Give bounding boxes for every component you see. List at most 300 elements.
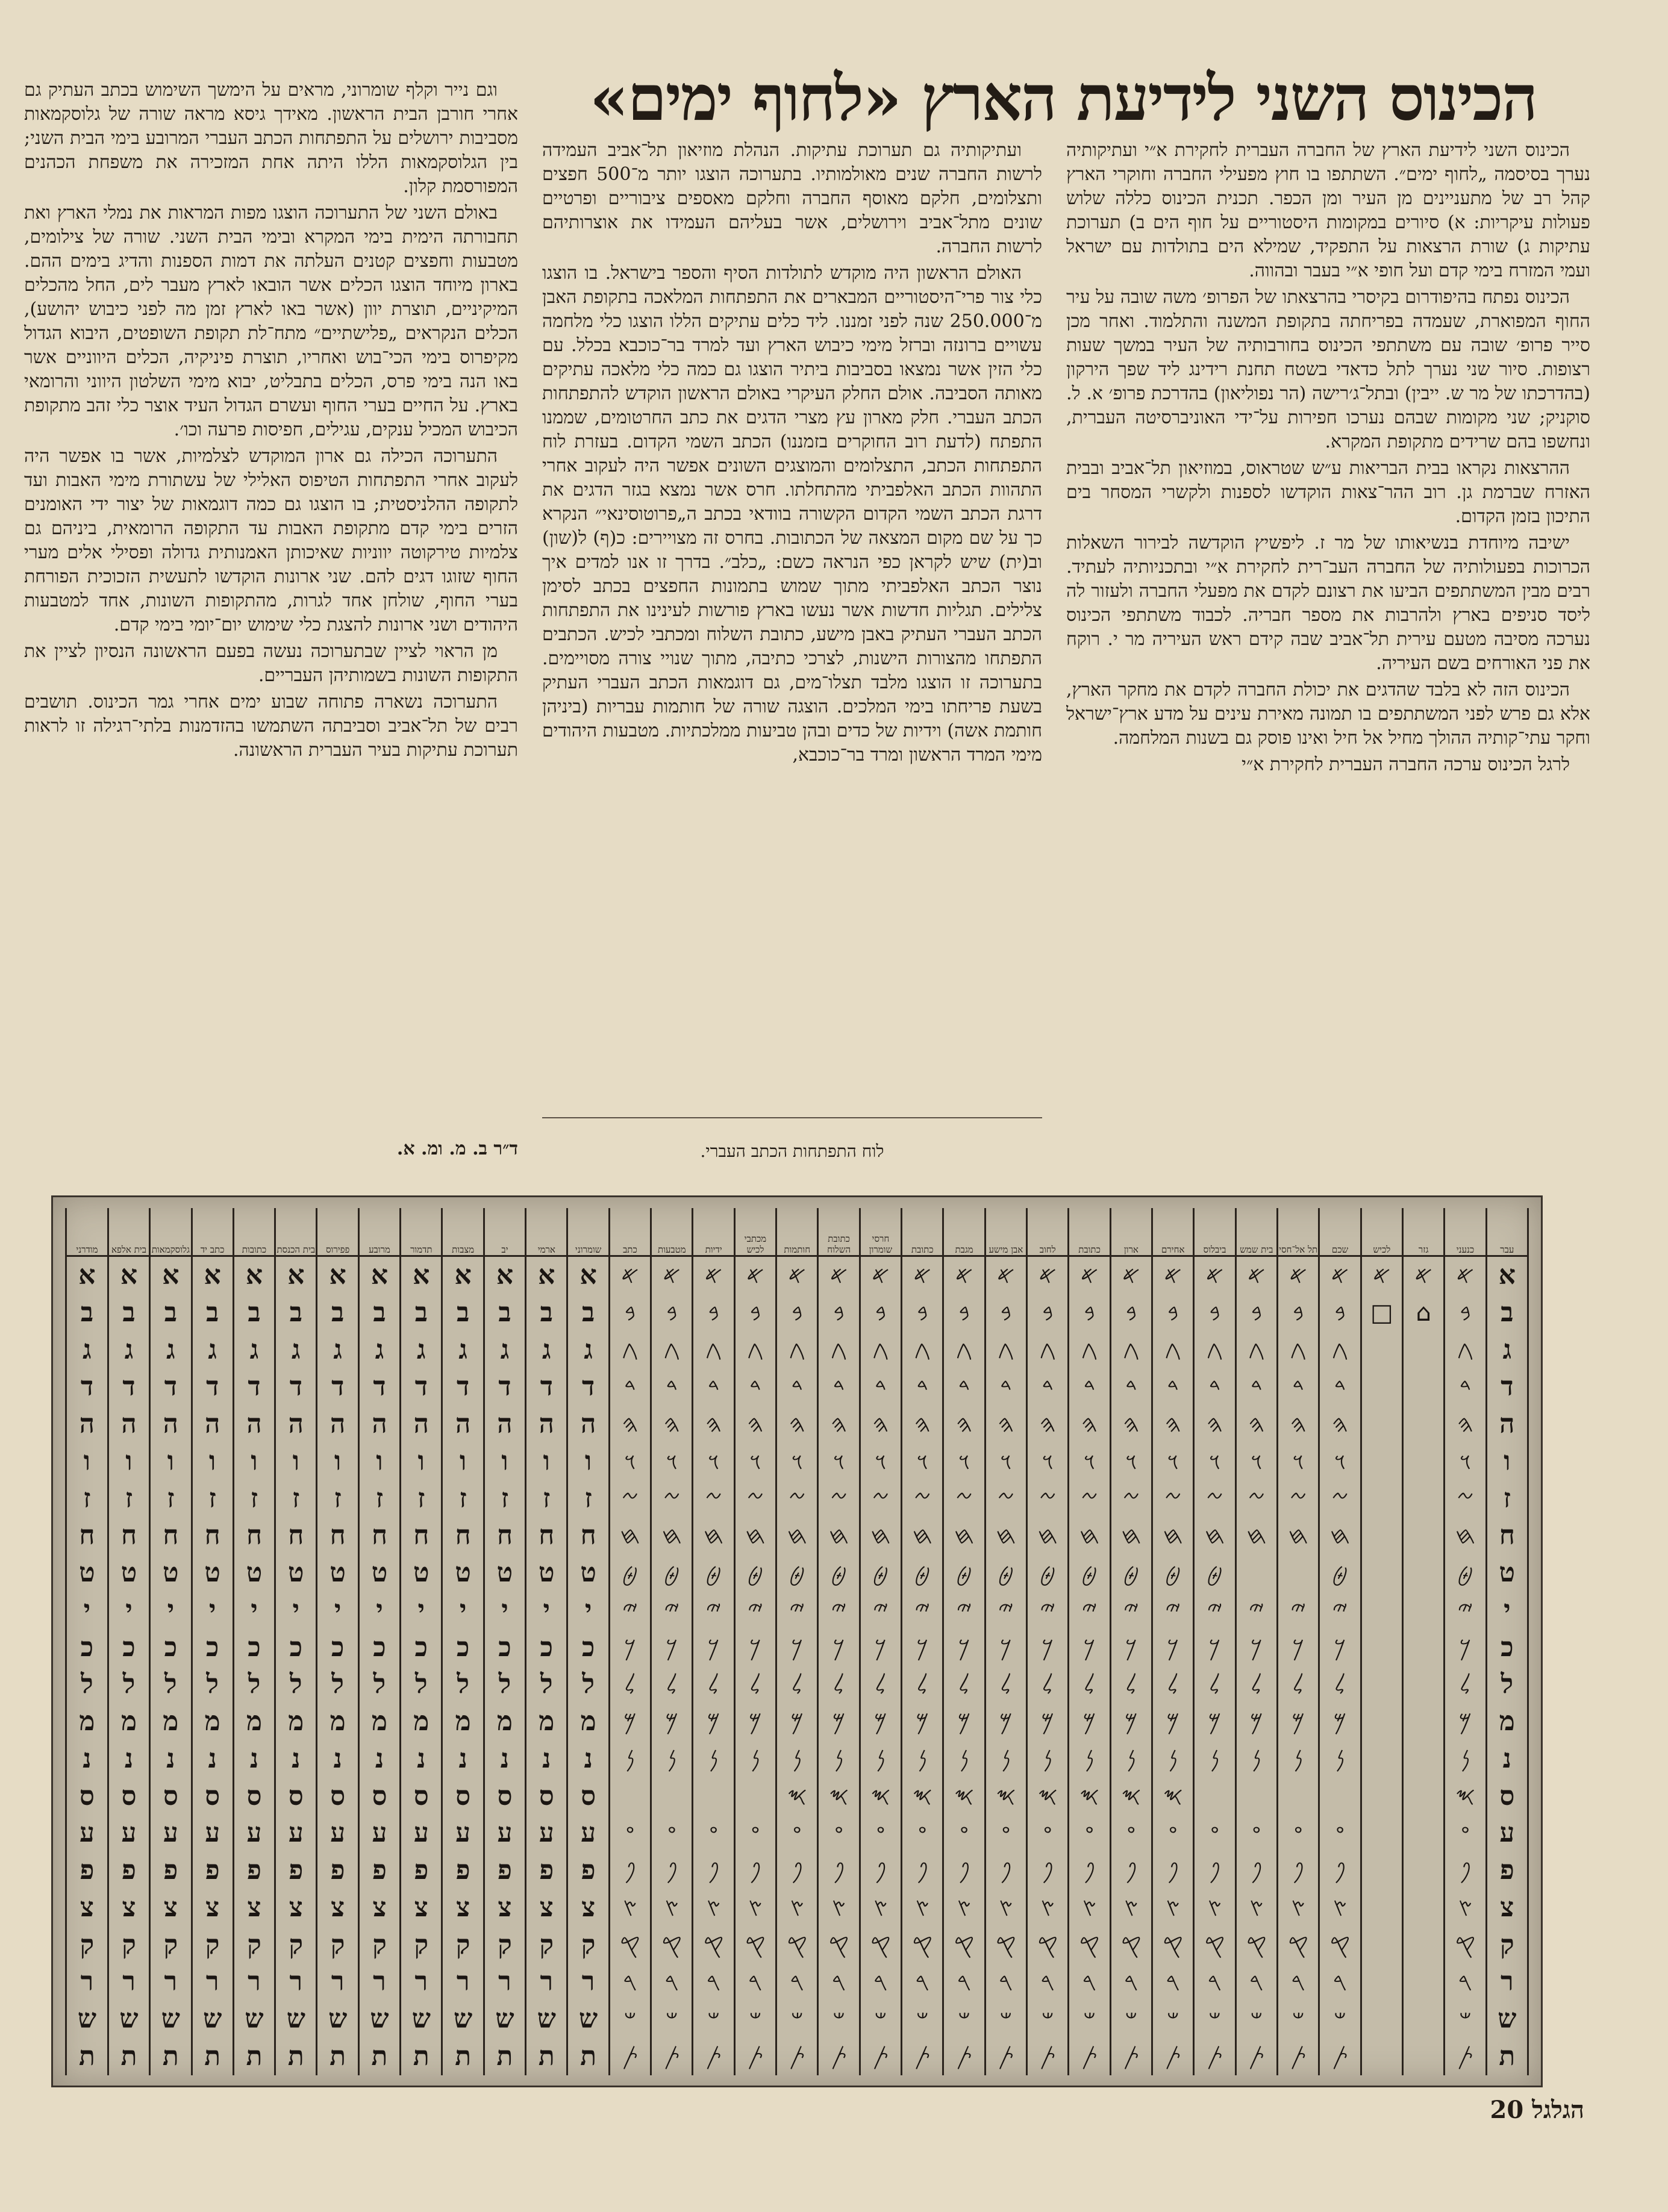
table-cell: ד: [108, 1369, 149, 1406]
table-cell: ר: [150, 1964, 192, 2001]
table-cell: 𐤔: [1069, 2001, 1110, 2038]
table-cell: 𐤄: [1110, 1406, 1152, 1443]
table-cell: ש: [108, 2001, 149, 2038]
table-cell: 𐤍: [734, 1740, 776, 1778]
table-cell: 𐤌: [1027, 1703, 1069, 1740]
table-cell: ק: [233, 1927, 275, 1964]
table-cell: [1319, 1778, 1361, 1815]
table-cell: 𐤑: [1278, 1889, 1319, 1927]
table-cell: 𐤋: [1152, 1666, 1194, 1704]
table-cell: 𐤎: [1152, 1778, 1194, 1815]
table-cell: ו: [317, 1443, 358, 1480]
table-cell: [1403, 1369, 1445, 1406]
table-cell: ד: [401, 1369, 442, 1406]
table-cell: נ: [1486, 1740, 1528, 1778]
table-cell: ר: [358, 1964, 400, 2001]
table-cell: 𐤓: [1110, 1964, 1152, 2001]
table-cell: 𐤍: [1027, 1740, 1069, 1778]
table-row: [66, 2038, 1528, 2075]
table-cell: 𐤑: [651, 1889, 693, 1927]
table-cell: 𐤇: [1194, 1518, 1235, 1555]
table-cell: ת: [66, 2038, 108, 2075]
table-cell: ע: [150, 1815, 192, 1852]
table-cell: 𐤊: [1445, 1629, 1486, 1666]
table-cell: ת: [442, 2038, 484, 2075]
table-cell: 𐤒: [1110, 1927, 1152, 1964]
table-cell: 𐤓: [1027, 1964, 1069, 2001]
table-cell: י: [275, 1592, 317, 1629]
table-cell: [1361, 1815, 1402, 1852]
table-cell: ט: [358, 1554, 400, 1592]
table-cell: 𐤕: [985, 2038, 1026, 2075]
table-cell: ק: [442, 1927, 484, 1964]
table-cell: ג: [233, 1332, 275, 1369]
table-cell: 𐤑: [1235, 1889, 1277, 1927]
table-cell: 𐤕: [1445, 2038, 1486, 2075]
table-cell: [1361, 1332, 1402, 1369]
table-cell: [1361, 1443, 1402, 1480]
table-cell: [1403, 1815, 1445, 1852]
table-cell: ה: [275, 1406, 317, 1443]
table-cell: 𐤌: [1445, 1703, 1486, 1740]
table-row: [66, 1815, 1528, 1852]
table-cell: ת: [275, 2038, 317, 2075]
table-cell: 𐤍: [818, 1740, 860, 1778]
table-cell: ל: [275, 1666, 317, 1704]
table-cell: 𐤃: [1319, 1369, 1361, 1406]
table-cell: 𐤔: [1152, 2001, 1194, 2038]
table-cell: 𐤄: [693, 1406, 734, 1443]
table-cell: [1361, 1480, 1402, 1518]
paragraph: הכינוס נפתח בהיפודרום בקיסרי בהרצאתו של הפרופ׳ משה שובה על עיר החוף המפוארת, שעמדה בפריחתה בתקופת המשנה והתלמוד. ואחר מכן סייר פרופ׳ שובה עם משתתפי הכינוס בחורבותיה של העיר במשך שעות רצופות. סיור שני נערך לתל כדאדי בשטח תחנת רידינג ליד שפך הירקון (בהדרכתו של מר ש. ייבין) ובתל־ג׳רישה (הר נפוליאון) בהדרכת פרופ׳ א. ל. סוקניק; שני מקומות שבהם נערכו חפירות על־ידי האוניברסיטה העברית, ונחשפו בהם שרידים מתקופת המקרא.: [1066, 287, 1590, 452]
table-cell: 𐤔: [1110, 2001, 1152, 2038]
table-cell: 𐤋: [734, 1666, 776, 1704]
table-cell: 𐤐: [943, 1852, 985, 1889]
table-cell: [1403, 1480, 1445, 1518]
table-cell: 𐤑: [943, 1889, 985, 1927]
paragraph: וגם נייר וקלף שומרוני, מראים על הימשך השימוש בכתב העתיק גם אחרי חורבן הבית הראשון. מאידך גיסא מראה שורה של גלוסקמאות מסביבות ירושלים על התפתחות הכתב העברי המרובע בימי הבית השני; בין הגלוסקמאות הללו היתה אחת המזכירה את משפחת הכהנים המפורסמת קלון.: [24, 79, 518, 197]
table-cell: ז: [150, 1480, 192, 1518]
table-cell: 𐤁: [985, 1294, 1026, 1332]
table-cell: 𐤅: [1110, 1443, 1152, 1480]
table-cell: ו: [526, 1443, 567, 1480]
table-cell: ב: [275, 1294, 317, 1332]
table-cell: ד: [1486, 1369, 1528, 1406]
table-cell: 𐤕: [1235, 2038, 1277, 2075]
table-cell: ש: [526, 2001, 567, 2038]
table-cell: 𐤏: [1278, 1815, 1319, 1852]
table-cell: ק: [358, 1927, 400, 1964]
table-cell: 𐤔: [1027, 2001, 1069, 2038]
article-column-middle: [542, 139, 1042, 1114]
table-cell: י: [358, 1592, 400, 1629]
table-cell: ע: [233, 1815, 275, 1852]
table-row: [66, 1256, 1528, 1295]
table-cell: 𐤉: [1278, 1592, 1319, 1629]
table-cell: 𐤄: [1069, 1406, 1110, 1443]
table-cell: 𐤔: [734, 2001, 776, 2038]
table-cell: י: [192, 1592, 233, 1629]
table-cell: 𐤔: [860, 2001, 901, 2038]
table-cell: 𐤀: [818, 1256, 860, 1295]
table-cell: 𐤀: [651, 1256, 693, 1295]
table-cell: 𐤐: [776, 1852, 818, 1889]
table-cell: ה: [567, 1406, 609, 1443]
table-cell: 𐤌: [1319, 1703, 1361, 1740]
table-cell: ח: [66, 1518, 108, 1555]
table-cell: ל: [317, 1666, 358, 1704]
table-cell: כ: [317, 1629, 358, 1666]
table-cell: 𐤒: [1027, 1927, 1069, 1964]
table-cell: ש: [275, 2001, 317, 2038]
table-cell: צ: [484, 1889, 525, 1927]
table-cell: 𐤁: [1194, 1294, 1235, 1332]
table-cell: י: [401, 1592, 442, 1629]
table-cell: ק: [567, 1927, 609, 1964]
table-cell: 𐤑: [693, 1889, 734, 1927]
table-cell: ז: [526, 1480, 567, 1518]
table-cell: 𐤃: [1152, 1369, 1194, 1406]
table-cell: [1403, 1964, 1445, 2001]
table-cell: ⌂: [1403, 1294, 1445, 1332]
table-cell: 𐤌: [1278, 1703, 1319, 1740]
table-cell: [1361, 1927, 1402, 1964]
table-cell: 𐤈: [902, 1554, 943, 1592]
table-cell: 𐤕: [1194, 2038, 1235, 2075]
table-cell: 𐤂: [1069, 1332, 1110, 1369]
table-cell: 𐤉: [609, 1592, 651, 1629]
table-cell: 𐤍: [860, 1740, 901, 1778]
table-cell: ת: [108, 2038, 149, 2075]
table-cell: ר: [66, 1964, 108, 2001]
table-cell: [1403, 1332, 1445, 1369]
table-cell: [1403, 1852, 1445, 1889]
table-cell: [1361, 1778, 1402, 1815]
table-cell: ש: [484, 2001, 525, 2038]
table-cell: ש: [66, 2001, 108, 2038]
table-cell: 𐤀: [1445, 1256, 1486, 1295]
table-cell: 𐤌: [693, 1703, 734, 1740]
table-cell: 𐤁: [1235, 1294, 1277, 1332]
table-cell: 𐤓: [985, 1964, 1026, 2001]
table-cell: 𐤂: [902, 1332, 943, 1369]
table-cell: 𐤄: [1027, 1406, 1069, 1443]
table-cell: 𐤓: [609, 1964, 651, 2001]
table-cell: [1235, 1554, 1277, 1592]
table-row: [66, 1778, 1528, 1815]
table-cell: 𐤏: [1445, 1815, 1486, 1852]
table-cell: ש: [233, 2001, 275, 2038]
table-cell: ק: [526, 1927, 567, 1964]
table-cell: 𐤎: [1110, 1778, 1152, 1815]
table-row: [66, 1518, 1528, 1555]
table-cell: 𐤊: [1235, 1629, 1277, 1666]
table-cell: 𐤅: [1235, 1443, 1277, 1480]
table-cell: 𐤉: [943, 1592, 985, 1629]
table-cell: 𐤅: [734, 1443, 776, 1480]
table-cell: 𐤒: [1445, 1927, 1486, 1964]
table-cell: 𐤔: [651, 2001, 693, 2038]
table-row: [66, 1703, 1528, 1740]
table-cell: ס: [567, 1778, 609, 1815]
table-cell: 𐤔: [693, 2001, 734, 2038]
table-cell: 𐤐: [1445, 1852, 1486, 1889]
table-cell: ל: [192, 1666, 233, 1704]
table-column-header: מכתבי לכיש: [734, 1208, 776, 1256]
table-cell: 𐤆: [609, 1480, 651, 1518]
table-cell: [1361, 1518, 1402, 1555]
table-cell: 𐤅: [693, 1443, 734, 1480]
table-cell: 𐤉: [1110, 1592, 1152, 1629]
table-cell: 𐤐: [609, 1852, 651, 1889]
table-cell: 𐤒: [902, 1927, 943, 1964]
table-cell: ד: [150, 1369, 192, 1406]
table-cell: א: [1486, 1256, 1528, 1295]
table-cell: ל: [150, 1666, 192, 1704]
table-cell: 𐤂: [734, 1332, 776, 1369]
author-signature: ד״ר ב. מ. ומ. א.: [396, 1138, 518, 1159]
table-cell: כ: [275, 1629, 317, 1666]
table-cell: [609, 1778, 651, 1815]
table-cell: 𐤓: [818, 1964, 860, 2001]
table-cell: [1361, 1554, 1402, 1592]
table-cell: 𐤋: [860, 1666, 901, 1704]
table-cell: 𐤎: [985, 1778, 1026, 1815]
table-cell: 𐤈: [985, 1554, 1026, 1592]
table-cell: 𐤃: [860, 1369, 901, 1406]
table-column-header: לחוב: [1027, 1208, 1069, 1256]
table-cell: ט: [108, 1554, 149, 1592]
table-cell: 𐤏: [776, 1815, 818, 1852]
table-cell: נ: [358, 1740, 400, 1778]
table-cell: ג: [1486, 1332, 1528, 1369]
table-cell: 𐤇: [734, 1518, 776, 1555]
table-cell: [1403, 1703, 1445, 1740]
table-cell: 𐤕: [1152, 2038, 1194, 2075]
table-cell: [1403, 1927, 1445, 1964]
table-cell: 𐤍: [1194, 1740, 1235, 1778]
table-cell: ע: [567, 1815, 609, 1852]
table-cell: ו: [567, 1443, 609, 1480]
table-row: [66, 1666, 1528, 1704]
table-cell: נ: [192, 1740, 233, 1778]
table-cell: [1361, 1666, 1402, 1704]
table-cell: ח: [358, 1518, 400, 1555]
table-cell: י: [317, 1592, 358, 1629]
table-cell: 𐤓: [776, 1964, 818, 2001]
table-cell: 𐤅: [818, 1443, 860, 1480]
table-cell: 𐤍: [1278, 1740, 1319, 1778]
table-column-header: כתב יד: [192, 1208, 233, 1256]
table-cell: ז: [567, 1480, 609, 1518]
table-header-row: [66, 1208, 1528, 1256]
table-cell: 𐤆: [651, 1480, 693, 1518]
table-cell: ט: [275, 1554, 317, 1592]
table-cell: ת: [526, 2038, 567, 2075]
table-cell: ל: [484, 1666, 525, 1704]
table-cell: 𐤓: [1152, 1964, 1194, 2001]
table-cell: נ: [275, 1740, 317, 1778]
table-cell: 𐤂: [1235, 1332, 1277, 1369]
table-cell: ט: [192, 1554, 233, 1592]
table-cell: פ: [1486, 1852, 1528, 1889]
table-cell: 𐤑: [1152, 1889, 1194, 1927]
table-cell: ג: [66, 1332, 108, 1369]
table-cell: 𐤄: [776, 1406, 818, 1443]
table-cell: 𐤑: [734, 1889, 776, 1927]
table-cell: 𐤈: [1069, 1554, 1110, 1592]
table-cell: 𐤑: [902, 1889, 943, 1927]
table-cell: ת: [484, 2038, 525, 2075]
table-cell: נ: [66, 1740, 108, 1778]
table-cell: 𐤄: [1152, 1406, 1194, 1443]
table-cell: [1361, 2038, 1402, 2075]
table-cell: 𐤇: [1445, 1518, 1486, 1555]
table-column-header: תדמור: [401, 1208, 442, 1256]
table-cell: 𐤄: [1319, 1406, 1361, 1443]
table-column-header: גלוסקמאות: [150, 1208, 192, 1256]
table-cell: 𐤌: [860, 1703, 901, 1740]
table-cell: ר: [526, 1964, 567, 2001]
table-cell: 𐤒: [609, 1927, 651, 1964]
table-cell: 𐤊: [776, 1629, 818, 1666]
caption-divider: [542, 1117, 1042, 1118]
table-row: [66, 1406, 1528, 1443]
article-column-left: [24, 78, 518, 1138]
table-cell: 𐤁: [734, 1294, 776, 1332]
table-cell: 𐤀: [1027, 1256, 1069, 1295]
table-cell: פ: [567, 1852, 609, 1889]
table-cell: צ: [275, 1889, 317, 1927]
table-cell: [1361, 1740, 1402, 1778]
table-cell: ל: [66, 1666, 108, 1704]
table-cell: 𐤉: [1069, 1592, 1110, 1629]
table-cell: 𐤐: [902, 1852, 943, 1889]
table-cell: ד: [275, 1369, 317, 1406]
table-cell: 𐤒: [1152, 1927, 1194, 1964]
table-cell: 𐤆: [1235, 1480, 1277, 1518]
table-cell: 𐤓: [860, 1964, 901, 2001]
table-cell: א: [317, 1256, 358, 1295]
table-cell: 𐤉: [1152, 1592, 1194, 1629]
table-cell: 𐤊: [985, 1629, 1026, 1666]
table-cell: 𐤑: [1027, 1889, 1069, 1927]
table-cell: ס: [401, 1778, 442, 1815]
table-cell: מ: [1486, 1703, 1528, 1740]
paragraph: ההרצאות נקראו בבית הבריאות ע״ש שטראוס, במוזיאון תל־אביב ובבית האזרח שברמת גן. רוב ההר־צאות הוקדשו לספנות ולקשרי המסחר בים התיכון בזמן הקדום.: [1066, 458, 1590, 527]
table-cell: [1403, 1889, 1445, 1927]
table-cell: 𐤎: [1069, 1778, 1110, 1815]
table-cell: 𐤂: [776, 1332, 818, 1369]
table-cell: 𐤓: [1194, 1964, 1235, 2001]
script-evolution-table-photo: [51, 1195, 1543, 2087]
table-cell: 𐤎: [943, 1778, 985, 1815]
table-cell: 𐤄: [609, 1406, 651, 1443]
table-cell: 𐤉: [1194, 1592, 1235, 1629]
table-cell: פ: [317, 1852, 358, 1889]
table-cell: 𐤔: [609, 2001, 651, 2038]
table-cell: 𐤀: [693, 1256, 734, 1295]
table-cell: ע: [317, 1815, 358, 1852]
table-cell: ע: [526, 1815, 567, 1852]
table-cell: ס: [192, 1778, 233, 1815]
table-cell: 𐤕: [860, 2038, 901, 2075]
table-cell: 𐤀: [1235, 1256, 1277, 1295]
table-cell: 𐤁: [1319, 1294, 1361, 1332]
table-cell: 𐤑: [1110, 1889, 1152, 1927]
table-cell: 𐤇: [902, 1518, 943, 1555]
table-cell: 𐤂: [693, 1332, 734, 1369]
table-cell: ק: [317, 1927, 358, 1964]
table-cell: 𐤈: [1027, 1554, 1069, 1592]
table-cell: 𐤕: [943, 2038, 985, 2075]
table-column-header: חותמות: [776, 1208, 818, 1256]
table-cell: ז: [66, 1480, 108, 1518]
table-cell: 𐤏: [860, 1815, 901, 1852]
table-cell: 𐤍: [985, 1740, 1026, 1778]
table-cell: 𐤃: [1278, 1369, 1319, 1406]
table-column-header: אבן מישע: [985, 1208, 1026, 1256]
table-cell: 𐤎: [776, 1778, 818, 1815]
table-column-header: כתב: [609, 1208, 651, 1256]
table-cell: 𐤂: [1319, 1332, 1361, 1369]
table-cell: 𐤀: [1278, 1256, 1319, 1295]
table-cell: ד: [484, 1369, 525, 1406]
table-cell: 𐤓: [1235, 1964, 1277, 2001]
table-cell: ה: [233, 1406, 275, 1443]
table-cell: 𐤄: [1194, 1406, 1235, 1443]
table-cell: 𐤁: [1069, 1294, 1110, 1332]
table-cell: 𐤄: [651, 1406, 693, 1443]
table-cell: 𐤌: [985, 1703, 1026, 1740]
table-cell: כ: [358, 1629, 400, 1666]
table-cell: [1403, 1554, 1445, 1592]
table-cell: [1361, 1369, 1402, 1406]
paragraph: לרגל הכינוס ערכה החברה העברית לחקירת א״י: [1242, 754, 1570, 775]
table-cell: 𐤇: [651, 1518, 693, 1555]
table-cell: ז: [275, 1480, 317, 1518]
table-row: [66, 1592, 1528, 1629]
table-cell: 𐤆: [985, 1480, 1026, 1518]
table-cell: 𐤏: [818, 1815, 860, 1852]
table-cell: צ: [233, 1889, 275, 1927]
table-cell: 𐤕: [609, 2038, 651, 2075]
table-cell: ח: [233, 1518, 275, 1555]
table-cell: י: [150, 1592, 192, 1629]
table-cell: מ: [150, 1703, 192, 1740]
table-cell: [1361, 1964, 1402, 2001]
table-cell: ל: [108, 1666, 149, 1704]
table-cell: [1403, 1629, 1445, 1666]
table-cell: 𐤊: [1319, 1629, 1361, 1666]
table-cell: 𐤀: [943, 1256, 985, 1295]
table-cell: ז: [442, 1480, 484, 1518]
table-cell: 𐤅: [1319, 1443, 1361, 1480]
table-column-header: יב: [484, 1208, 525, 1256]
table-cell: 𐤎: [1445, 1778, 1486, 1815]
table-cell: 𐤅: [1194, 1443, 1235, 1480]
table-cell: נ: [442, 1740, 484, 1778]
table-cell: ב: [66, 1294, 108, 1332]
table-cell: 𐤏: [1027, 1815, 1069, 1852]
paragraph: התערוכה הכילה גם ארון המוקדש לצלמיות, אשר בו אפשר היה לעקוב אחרי התפתחות הטיפוס האלילי של עשתורת מימי האבות ועד לתקופה ההלניסטית; בו הוצגו גם כמה דוגמאות של יצור ידי האומנים הזרים בימי קדם מתקופת האבות עד התקופה הרומאית, ביניהם גם צלמיות טירקוטה יווניות שאיכותן האמנותית גדולה ופסילי אלים מערי החוף שזוגו דגים להם. שני ארונות הוקדשו לתעשית הזכוכית הפורחת בערי החוף, שולחן אחד לגרות, מהתקופות השונות, אחד למטבעות היהודים ושני ארונות להצגת כלי שימוש יום־יומי בימי קדם.: [24, 446, 518, 635]
table-cell: 𐤍: [1235, 1740, 1277, 1778]
table-cell: צ: [192, 1889, 233, 1927]
table-cell: 𐤈: [1445, 1554, 1486, 1592]
table-cell: ד: [233, 1369, 275, 1406]
table-cell: מ: [567, 1703, 609, 1740]
table-cell: 𐤔: [1319, 2001, 1361, 2038]
